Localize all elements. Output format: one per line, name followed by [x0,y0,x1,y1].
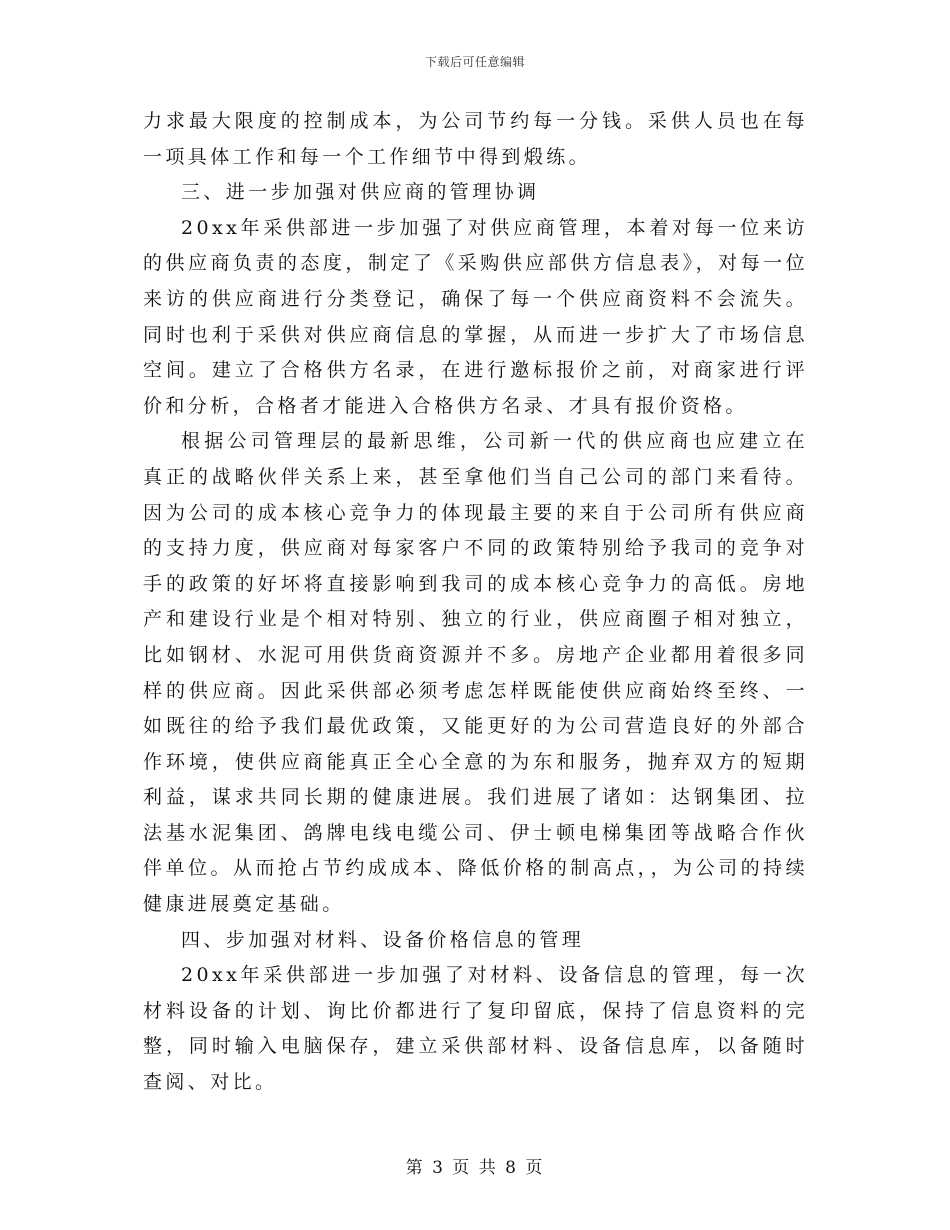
section-heading-3: 三、进一步加强对供应商的管理协调 [181,181,540,204]
page-number: 第 3 页 共 8 页 [405,1158,545,1178]
paragraph-price-information: 20xx年采供部进一步加强了对材料、设备信息的管理，每一次材料设备的计划、询比价都进行了复印留底，保持了信息资料的完整，同时输入电脑保存，建立采供部材料、设备信息库，以备随时查阅、对比。 [143,964,808,1094]
paragraph-continuation: 力求最大限度的控制成本，为公司节约每一分钱。采供人员也在每一项具体工作和每一个工作细节中得到煅练。 [143,110,808,168]
paragraph-strategic-partners: 根据公司管理层的最新思维，公司新一代的供应商也应建立在真正的战略伙伴关系上来，甚至拿他们当自己公司的部门来看待。因为公司的成本核心竞争力的体现最主要的来自于公司所有供应商的支持力度，供应商对每家客户不同的政策特别给予我司的竞争对手的政策的好坏将直接影响到我司的成本核心竞争力的高低。房地产和建设行业是个相对特别、独立的行业，供应商圈子相对独立，比如钢材、水泥可用供货商资源并不多。房地产企业都用着很多同样的供应商。因此采供部必须考虑怎样既能使供应商始终至终、一如既往的给予我们最优政策，又能更好的为公司营造良好的外部合作环境，使供应商能真正全心全意的为东和服务，抛弃双方的短期利益，谋求共同长期的健康进展。我们进展了诸如：达钢集团、拉法基水泥集团、鸽牌电线电缆公司、伊士顿电梯集团等战略合作伙伴单位。从而抢占节约成成本、降低价格的制高点，，为公司的持续健康进展奠定基础。 [143,430,808,916]
page-header: 下载后可任意编辑 [424,55,525,69]
paragraph-supplier-management: 20xx年采供部进一步加强了对供应商管理，本着对每一位来访的供应商负责的态度，制定了《采购供应部供方信息表》，对每一位来访的供应商进行分类登记，确保了每一个供应商资料不会流失。同时也利于采供对供应商信息的掌握，从而进一步扩大了市场信息空间。建立了合格供方名录，在进行邀标报价之前，对商家进行评价和分析，合格者才能进入合格供方名录、才具有报价资格。 [143,216,808,417]
document-body [143,104,808,1101]
section-heading-4: 四、步加强对材料、设备价格信息的管理 [181,928,585,951]
